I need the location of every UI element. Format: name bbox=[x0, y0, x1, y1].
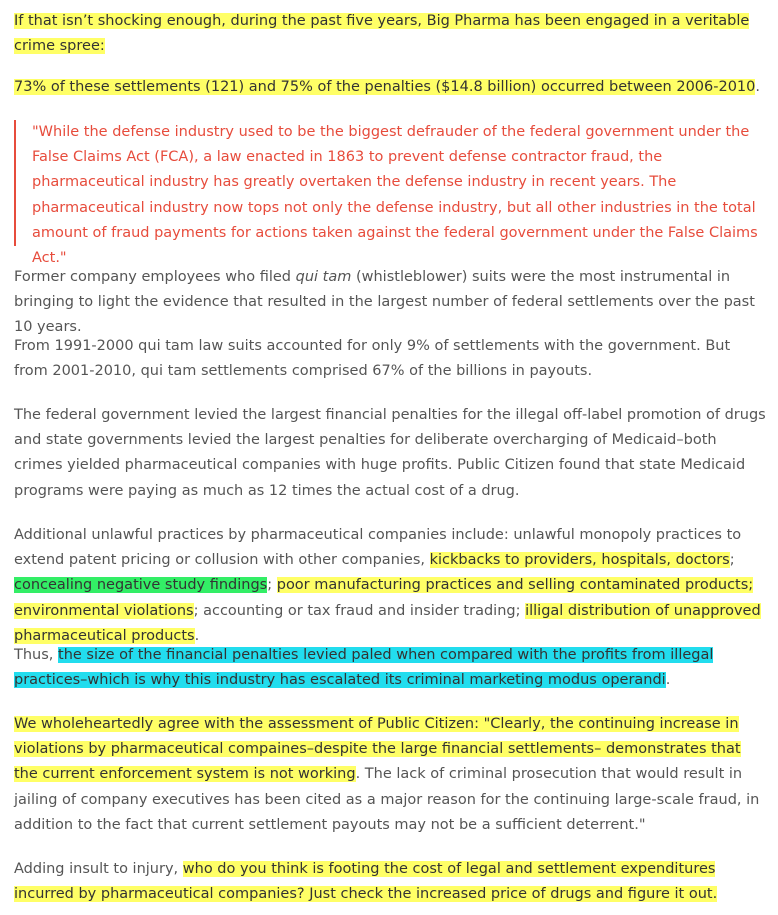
highlight-kickbacks: kickbacks to providers, hospitals, doctors bbox=[429, 552, 730, 569]
blockquote-text: "While the defense industry used to be the biggest defrauder of the federal government under the False Claims Act (FCA), a law enacted in 1863 to prevent defense contractor fraud, the pharmaceutical industry has greatly overtaken the defense industry in recent years. The pharmaceutical industry now tops not only the defense industry, but all other industries in the total amount of fraud payments for actions taken against the federal government under the False Claims Act." bbox=[32, 124, 758, 267]
text-segment: Additional unlawful practices by pharmaceutical companies include: unlawful monopoly practices to extend patent pricing or collusion with other companies, bbox=[14, 527, 742, 569]
paragraph-settlements bbox=[14, 75, 766, 100]
paragraph-qui-tam-stats: From 1991-2000 qui tam law suits accounted for only 9% of settlements with the government. But from 2001-2010, qui tam settlements comprised 67% of the billions in payouts. bbox=[14, 338, 731, 380]
paragraph-insult bbox=[14, 857, 766, 907]
text-segment: (whistleblower) suits were the most instrumental in bringing to light the evidence that resulted in the largest number of federal settlements over the past 10 years. bbox=[14, 269, 755, 336]
paragraph-qui-tam bbox=[14, 265, 766, 341]
paragraph-thus bbox=[14, 643, 766, 693]
paragraph-penalties: The federal government levied the largest financial penalties for the illegal off-label promotion of drugs and state governments levied the largest penalties for deliberate overcharging of Medicaid–both crimes yielded pharmaceutical companies with huge profits. Public Citizen found that state Medicaid programs were paying as much as 12 times the actual cost of a drug. bbox=[14, 407, 766, 499]
highlight-crime-spree: If that isn’t shocking enough, during the past five years, Big Pharma has been engaged in a veritable crime spree: bbox=[14, 13, 750, 55]
text-segment: Former company employees who filed bbox=[14, 269, 296, 285]
qui-tam-emphasis: qui tam bbox=[295, 269, 352, 285]
highlight-assessment: We wholeheartedly agree with the assessment of Public Citizen: "Clearly, the continuing increase in violations by pharmaceutical compaines–despite the large financial settlements– demonstrates that the current enforcement system is not working bbox=[14, 716, 741, 783]
highlight-concealing-findings: concealing negative study findings bbox=[14, 577, 268, 594]
highlight-manufacturing: poor manufacturing practices and selling contaminated products; environmental violations bbox=[14, 577, 754, 619]
text-segment: Adding insult to injury, bbox=[14, 861, 183, 877]
text-segment: ; accounting or tax fraud and insider trading; bbox=[193, 602, 526, 619]
highlight-penalties-paled: the size of the financial penalties levied paled when compared with the profits from illegal practices–which is why this industry has escalated its criminal marketing modus operandi bbox=[14, 647, 714, 689]
text-segment: Thus, bbox=[14, 647, 59, 663]
paragraph-public-citizen bbox=[14, 712, 766, 838]
highlight-cost: cost of legal and settlement expenditures incurred by pharmaceutical companies? Just check the increased price of drugs and figure it out. bbox=[14, 861, 718, 903]
highlight-settlements: 73% of these settlements (121) and 75% of the penalties ($14.8 billion) occurred between 2006-2010 bbox=[14, 79, 756, 95]
text-segment: ; bbox=[267, 577, 277, 594]
text-segment: . The lack of criminal prosecution that would result in jailing of company executives has been cited as a major reason for the continuing large-scale fraud, in addition to the fact that current settlement payouts may not be a sufficient deterrent." bbox=[14, 766, 760, 833]
highlight-footing: who do you think is footing the bbox=[182, 861, 413, 877]
text-segment: ; bbox=[729, 552, 735, 569]
period: . bbox=[755, 79, 760, 95]
blockquote bbox=[14, 120, 768, 267]
highlight-illegal-distribution: illigal distribution of unapproved pharmaceutical products bbox=[14, 602, 761, 644]
period: . bbox=[665, 672, 671, 689]
period: . bbox=[194, 627, 200, 644]
paragraph-crime-spree bbox=[14, 9, 766, 59]
paragraph-unlawful-practices bbox=[14, 523, 766, 649]
